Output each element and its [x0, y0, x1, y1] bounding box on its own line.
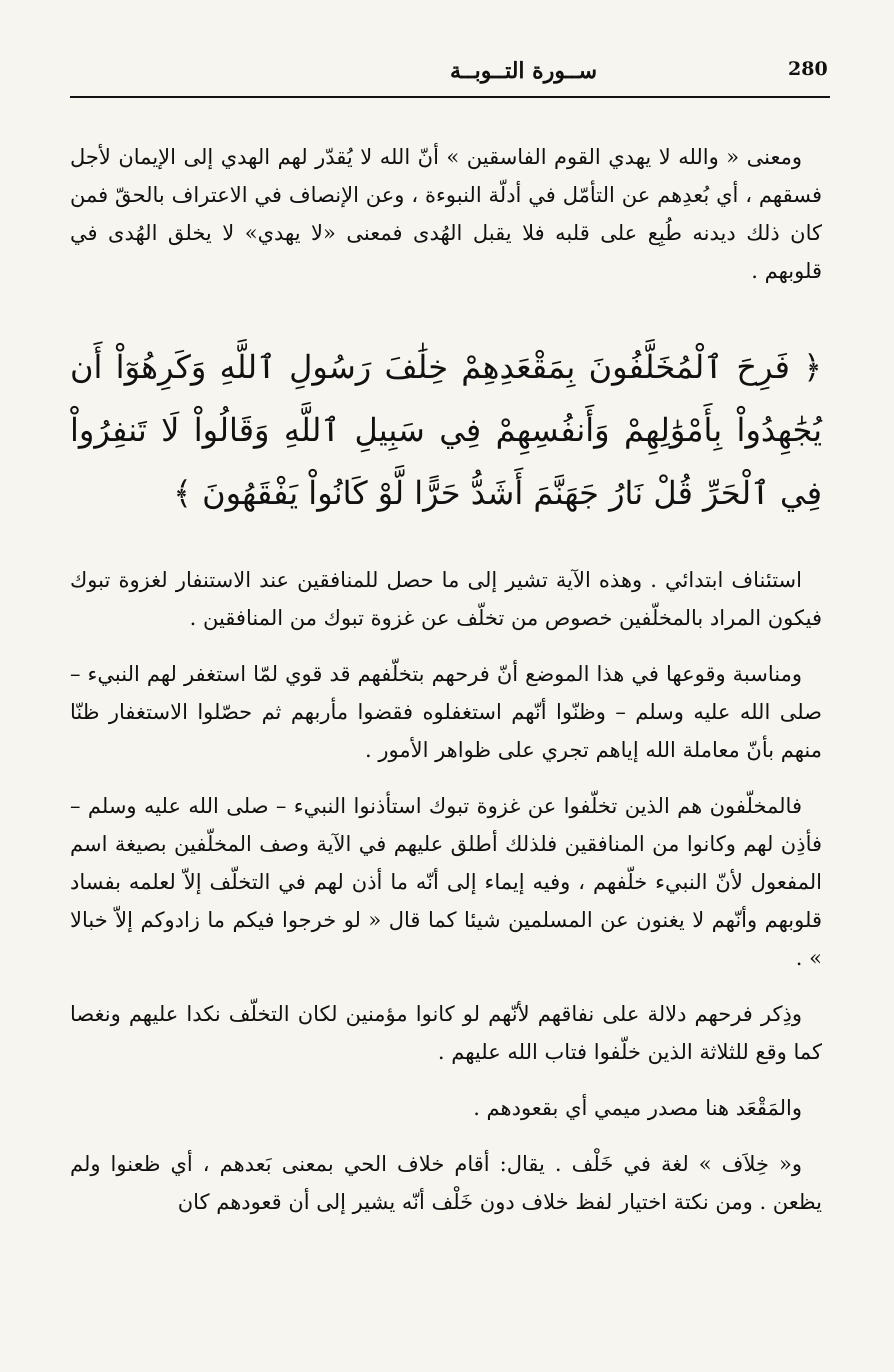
page-number: 280 — [788, 58, 828, 80]
paragraph-1: ومعنى « والله لا يهدي القوم الفاسقين » أنّ الله لا يُقدّر لهم الهدي إلى الإيمان لأجل فسقهم ، أي بُعدِهم عن التأمّل في أدلّة النبوءة ، وعن الإنصاف في الاعتراف بالحقّ فمن كان ذلك ديدنه طُبِع على قلبه فلا يقبل الهُدى فمعنى «لا يهدي» لا يخلق الهُدى في قلوبهم . — [70, 145, 822, 283]
running-title: ســورة التــوبــة — [450, 58, 598, 84]
paragraph-5: وذِكر فرحهم دلالة على نفاقهم لأنّهم لو كانوا مؤمنين لكان التخلّف نكدا عليهم ونغصا كما وقع للثلاثة الذين خلّفوا فتاب الله عليهم . — [70, 1002, 822, 1064]
paragraph-2: استئناف ابتدائي . وهذه الآية تشير إلى ما حصل للمنافقين عند الاستنفار لغزوة تبوك فيكون المراد بالمخلّفين خصوص من تخلّف عن غزوة تبوك من المنافقين . — [70, 568, 822, 630]
paragraph-7: و« خِلاَف » لغة في خَلْف . يقال: أقام خلاف الحي بمعنى بَعدهم ، أي ظعنوا ولم يظعن . ومن نكتة اختيار لفظ خلاف دون خَلْف أنّه يشير إلى أن قعودهم كان — [70, 1152, 822, 1214]
paragraph-3: ومناسبة وقوعها في هذا الموضع أنّ فرحهم بتخلّفهم قد قوي لمّا استغفر لهم النبيء – صلى الله عليه وسلم – وظنّوا أنّهم استغفلوه فقضوا مأربهم ثم حصّلوا الاستغفار ظنّا منهم بأنّ معاملة الله إياهم تجري على ظواهر الأمور . — [70, 662, 822, 762]
paragraph-6: والمَقْعَد هنا مصدر ميمي أي بقعودهم . — [473, 1096, 802, 1120]
header-rule — [70, 96, 830, 98]
page-header — [70, 52, 830, 98]
page-body — [70, 138, 822, 1239]
quran-verse: ﴿ فَرِحَ ٱلْمُخَلَّفُونَ بِمَقْعَدِهِمْ خِلَٰفَ رَسُولِ ٱللَّهِ وَكَرِهُوٓاْ أَن يُجَٰهِدُواْ بِأَمْوَٰلِهِمْ وَأَنفُسِهِمْ فِي سَبِيلِ ٱللَّهِ وَقَالُواْ لَا تَنفِرُواْ فِي ٱلْحَرِّ قُلْ نَارُ جَهَنَّمَ أَشَدُّ حَرًّا لَّوْ كَانُواْ يَفْقَهُونَ ﴾ — [70, 348, 822, 512]
paragraph-4: فالمخلّفون هم الذين تخلّفوا عن غزوة تبوك استأذنوا النبيء – صلى الله عليه وسلم – فأذِن لهم وكانوا من المنافقين فلذلك أطلق عليهم في الآية وصف المخلّفين بصيغة اسم المفعول لأنّ النبيء خلّفهم ، وفيه إيماء إلى أنّه ما أذن لهم في التخلّف إلاّ لعلمه بفساد قلوبهم وأنّهم لا يغنون عن المسلمين شيئا كما قال « لو خرجوا فيكم ما زادوكم إلاّ خبالا » . — [70, 794, 822, 970]
